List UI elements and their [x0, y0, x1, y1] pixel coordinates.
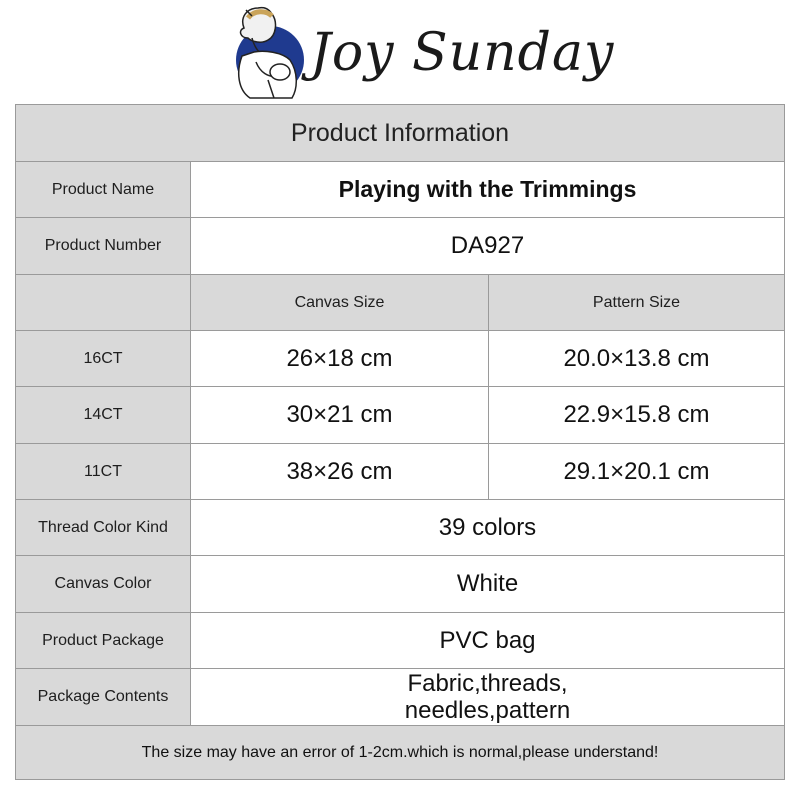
canvas-size-14ct: 30×21 cm — [191, 387, 489, 444]
package-contents-line-2: needles,pattern — [404, 697, 571, 724]
size-count-14ct: 14CT — [16, 387, 191, 444]
thread-color-kind-value: 39 colors — [191, 500, 784, 556]
size-count-11ct: 11CT — [16, 444, 191, 500]
package-contents-line-1: Fabric,threads, — [407, 670, 568, 697]
pattern-size-11ct: 29.1×20.1 cm — [489, 444, 784, 500]
canvas-size-16ct: 26×18 cm — [191, 331, 489, 387]
embroidery-woman-logo-icon — [218, 2, 318, 102]
size-count-16ct: 16CT — [16, 331, 191, 387]
canvas-color-label: Canvas Color — [16, 556, 191, 613]
package-contents-label: Package Contents — [16, 669, 191, 726]
table-title: Product Information — [16, 105, 784, 162]
product-package-value: PVC bag — [191, 613, 784, 669]
product-name-value: Playing with the Trimmings — [191, 162, 784, 218]
brand-header — [0, 0, 800, 104]
product-package-label: Product Package — [16, 613, 191, 669]
product-name-label: Product Name — [16, 162, 191, 218]
pattern-size-header: Pattern Size — [489, 275, 784, 331]
size-header-blank — [16, 275, 191, 331]
package-contents-value — [191, 669, 784, 726]
size-error-note: The size may have an error of 1-2cm.which is normal,please understand! — [16, 726, 784, 779]
product-number-label: Product Number — [16, 218, 191, 275]
pattern-size-16ct: 20.0×13.8 cm — [489, 331, 784, 387]
thread-color-kind-label: Thread Color Kind — [16, 500, 191, 556]
pattern-size-14ct: 22.9×15.8 cm — [489, 387, 784, 444]
product-number-value: DA927 — [191, 218, 784, 275]
canvas-size-11ct: 38×26 cm — [191, 444, 489, 500]
brand-name: Joy Sunday — [310, 23, 615, 83]
canvas-color-value: White — [191, 556, 784, 613]
canvas-size-header: Canvas Size — [191, 275, 489, 331]
product-info-table — [15, 104, 785, 780]
